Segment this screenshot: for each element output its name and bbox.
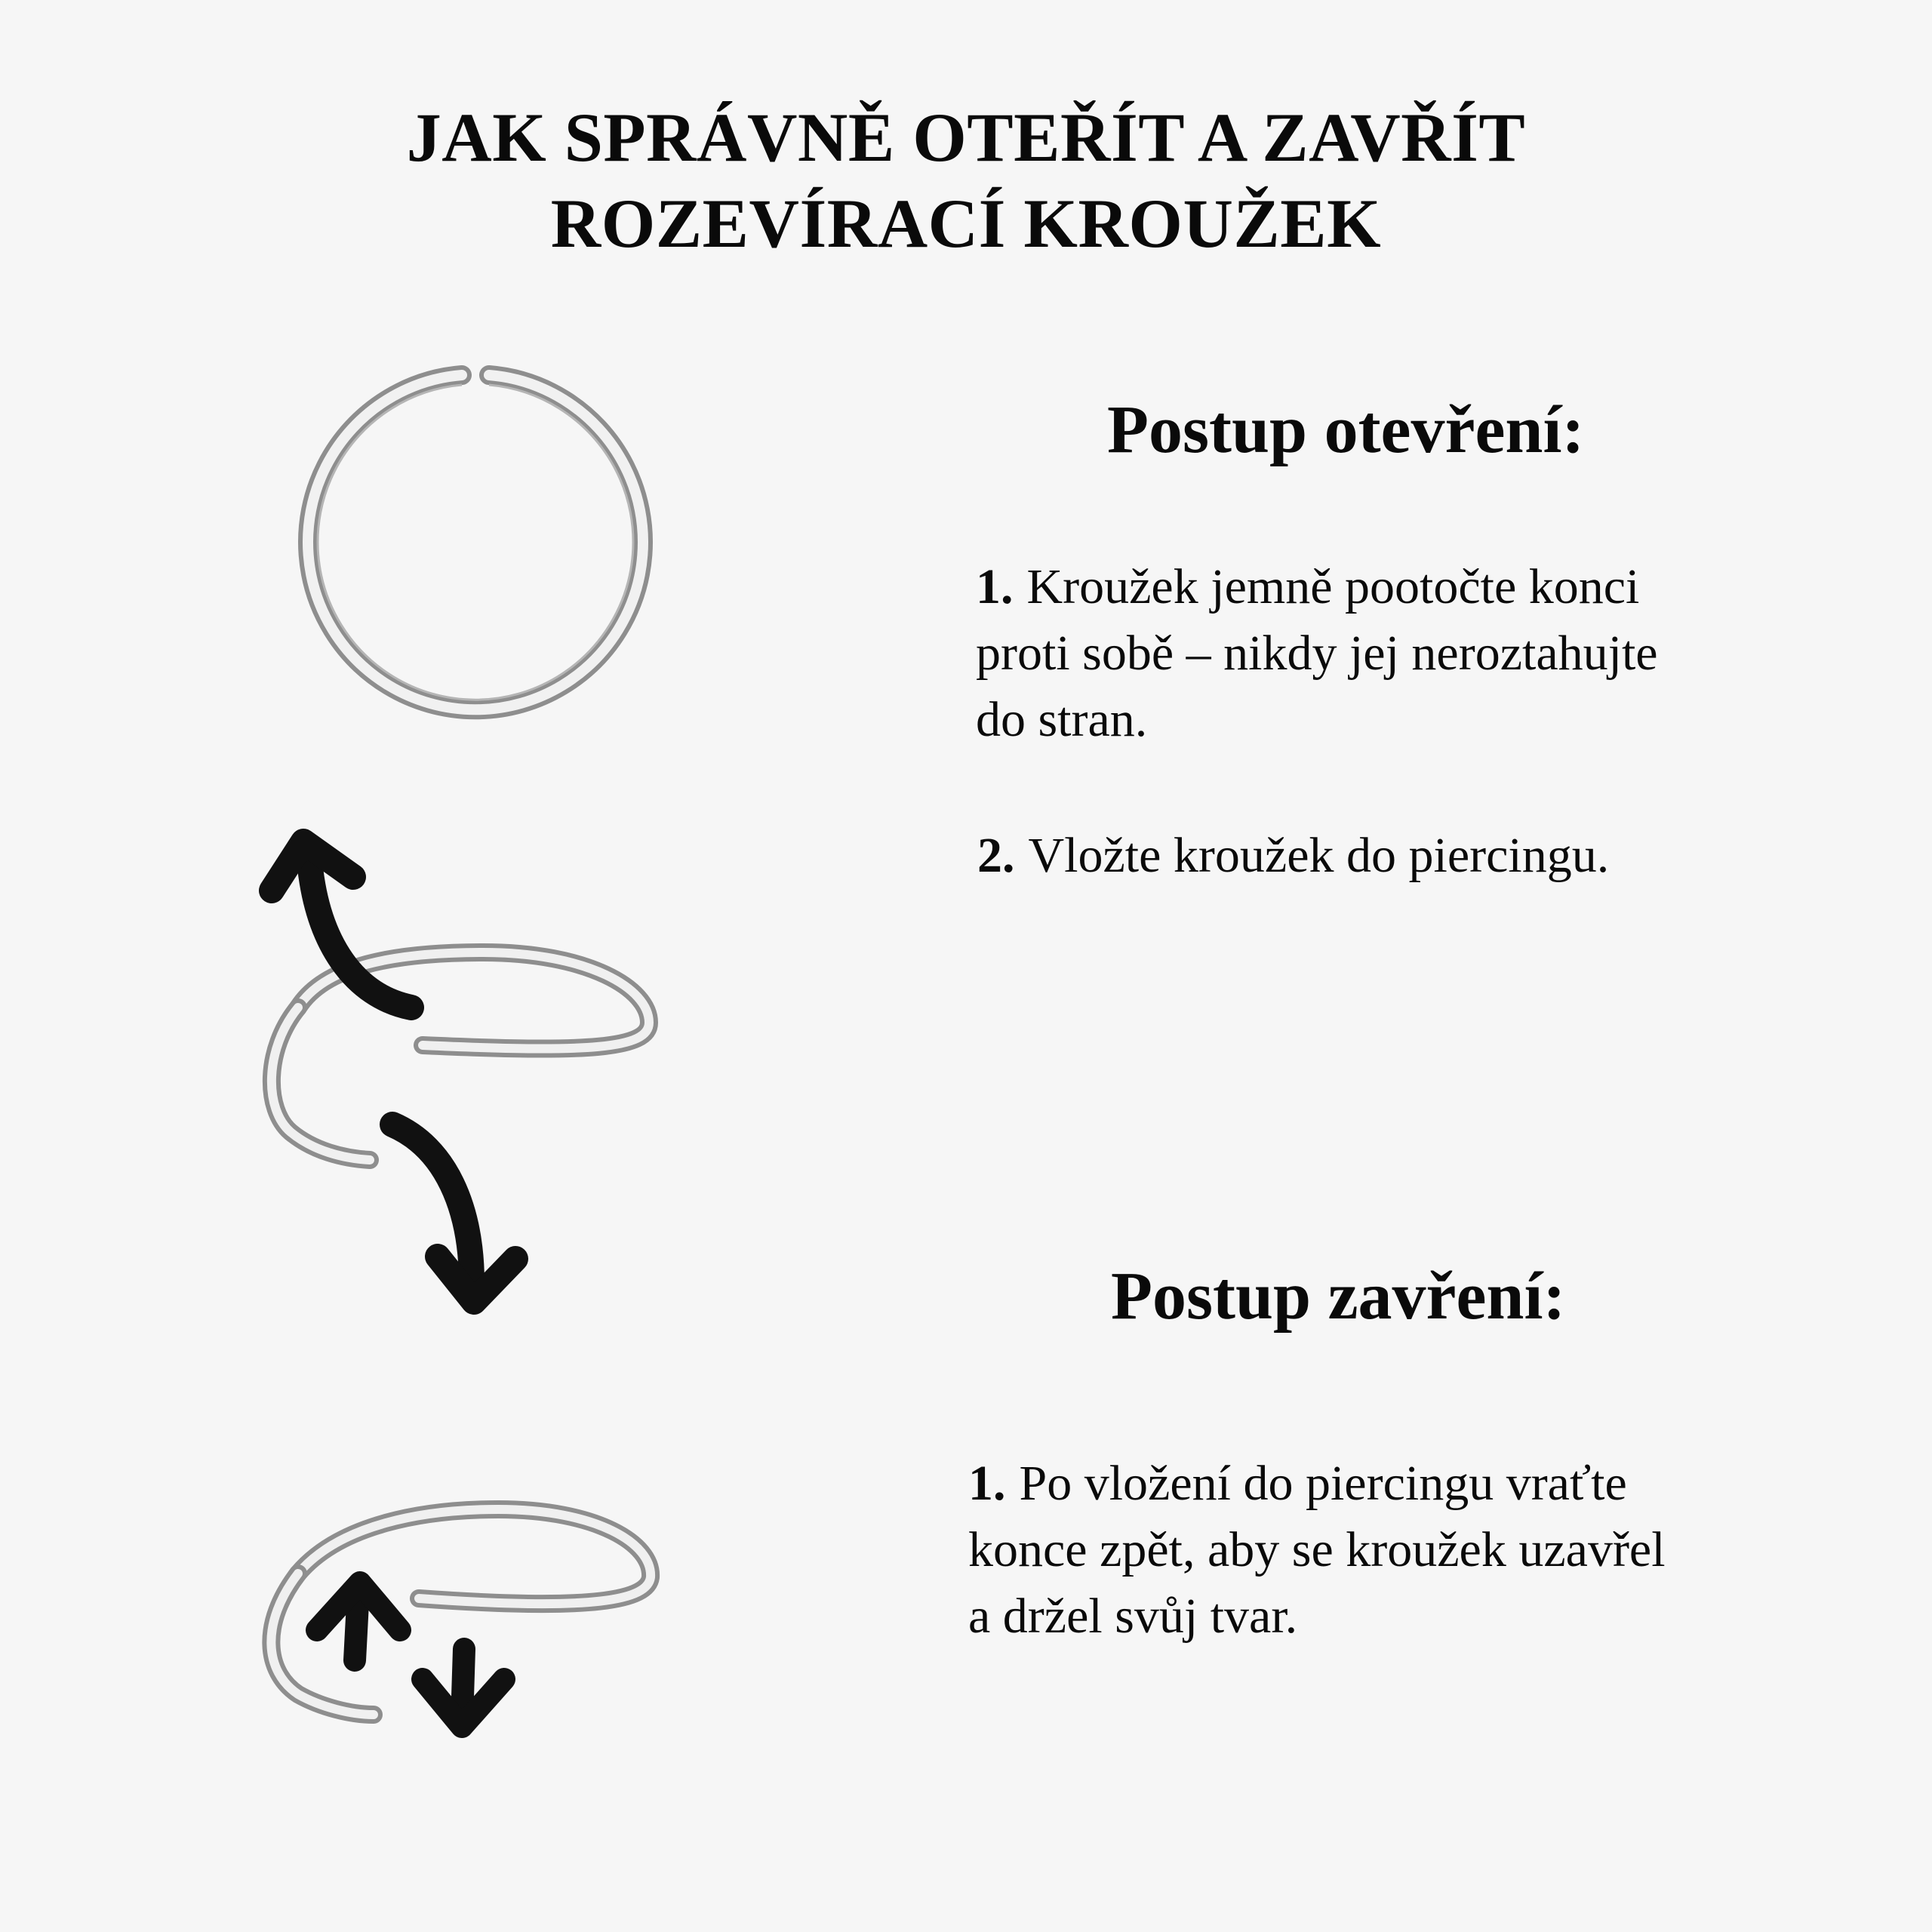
closing-step-1-text-1: Po vložení do piercingu vraťte bbox=[1019, 1456, 1627, 1511]
opening-step-1-line-3: do stran. bbox=[976, 692, 1148, 747]
closing-step-1 bbox=[968, 1451, 1666, 1650]
opening-heading: Postup otevření: bbox=[1107, 392, 1585, 467]
page-title-line-2: ROZEVÍRACÍ KROUŽEK bbox=[550, 185, 1382, 262]
arrow-down-icon bbox=[392, 1124, 515, 1302]
opening-step-1-line-1 bbox=[976, 554, 1658, 620]
closed-ring-icon bbox=[308, 375, 643, 709]
small-arrow-down-icon bbox=[423, 1649, 504, 1727]
closing-step-1-line-2: konce zpět, aby se kroužek uzavřel bbox=[968, 1522, 1666, 1577]
opening-step-2-text-1: Vložte kroužek do piercingu. bbox=[1028, 828, 1610, 883]
closing-heading: Postup zavření: bbox=[1111, 1259, 1566, 1334]
closing-step-1-number: 1. bbox=[968, 1456, 1006, 1511]
closing-step-1-line-1 bbox=[968, 1451, 1666, 1517]
opening-step-2-line-1 bbox=[977, 823, 1609, 889]
opening-step-1-text-1: Kroužek jemně pootočte konci bbox=[1026, 559, 1640, 614]
opening-step-1-number: 1. bbox=[976, 559, 1014, 614]
opening-step-2 bbox=[977, 823, 1609, 889]
closing-step-1-line-3: a držel svůj tvar. bbox=[968, 1589, 1298, 1644]
page-title-line-1: JAK SPRÁVNĚ OTEŘÍT A ZAVŘÍT bbox=[406, 99, 1526, 176]
page-title bbox=[0, 94, 1932, 266]
opening-step-1-line-2: proti sobě – nikdy jej neroztahujte bbox=[976, 626, 1658, 681]
small-arrow-up-icon bbox=[317, 1583, 400, 1660]
opening-step-2-number: 2. bbox=[977, 828, 1015, 883]
opening-step-1 bbox=[976, 554, 1658, 753]
